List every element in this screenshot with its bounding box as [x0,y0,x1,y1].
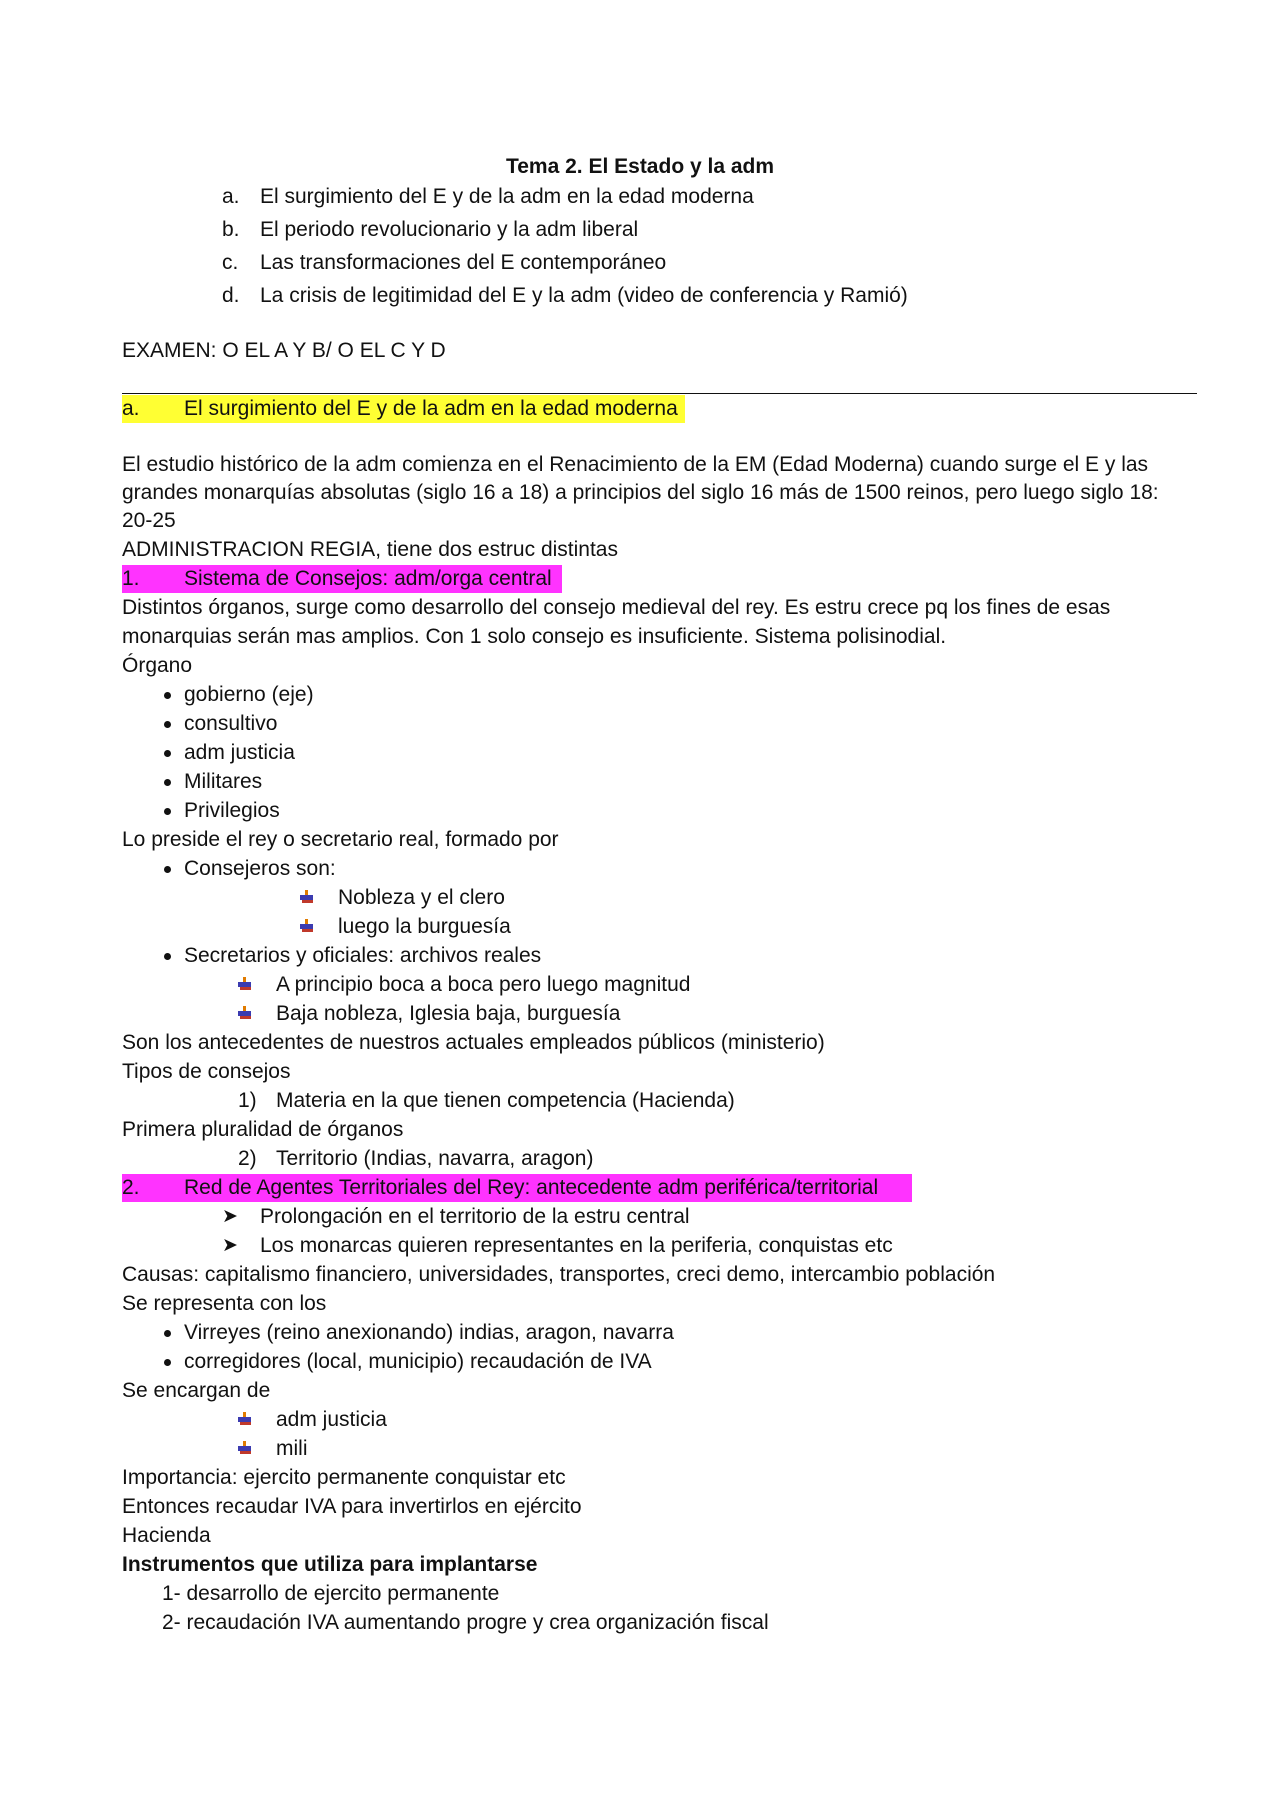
toc-text: El surgimiento del E y de la adm en la edad moderna [260,185,754,208]
bullet-icon [164,953,171,960]
arrow-bullet-icon [238,1441,254,1455]
arrowhead-icon: ➤ [222,1206,238,1227]
document-page: Tema 2. El Estado y la adm a. El surgimiento del E y de la adm en la edad moderna b. El periodo revolucionario y la adm liberal c. Las transformaciones del E contemporáneo d. La crisis de legitimidad del E y la adm (video de conferencia y Ramió) EXAMEN: O EL A Y B/ O EL C Y D a. El surgimiento del E y de la adm en la edad moderna El estudio histórico de la adm comienza en el Renacimiento de la EM (Edad Moderna) cuando surge el E y las grandes monarquías absolutas (siglo 16 a 18) a principios del siglo 16 más de 1500 reinos, pero luego siglo 18: 20-25 ADMINISTRACION REGIA, tiene dos estruc distintas 1. Sistema de Consejos: adm/orga central Distintos órganos, surge como desarrollo del consejo medieval del rey. Es estru crece pq los fines de esas monarquias serán mas amplios. Con 1 solo consejo es insuficiente. Sistema polisinodial. Órgano gobierno (eje) consultivo adm justicia Militares Privilegios Lo preside el rey o secretario real, formado por Consejeros son: Nobleza y el clero luego la burguesía Secretarios y oficiales: archivos reales A principio boca a boca pero luego magnitud Baja nobleza, Iglesia baja, burguesía Son los antecedentes de nuestros actuales empleados públicos (ministerio) Tipos de consejos 1) Materia en la que tienen competencia (Hacienda) Primera pluralidad de órganos 2) Territorio (Indias, navarra, aragon) 2. Red de Agentes Territoriales del Rey: antecedente adm periférica/territorial ➤ Prolongación en el territorio de la estru central ➤ Los monarcas quieren representantes en la periferia, conquistas etc Causas: capitalismo financiero, universidades, transportes, creci demo, intercambio población Se representa con los Virreyes (reino anexionando) indias, aragon, navarra corregidores (local, municipio) recaudación de IVA Se encargan de adm justicia mili Importancia: ejercito permanente conquistar etc Entonces recaudar IVA para invertirlos en ejército Hacienda Instrumentos que utiliza para implantarse 1- desarrollo de ejercito permanente 2- recaudación IVA aumentando progre y crea organización fiscal [0,0,1280,1811]
paragraph-line: Distintos órganos, surge como desarrollo del consejo medieval del rey. Es estru crece pq los fines de esas [122,596,1111,619]
toc-text: Las transformaciones del E contemporáneo [260,251,667,274]
paragraph-line: Lo preside el rey o secretario real, formado por [122,828,559,851]
number-marker: 2) [238,1147,257,1170]
bullet-icon [164,692,171,699]
arrow-bullet-icon [238,1412,254,1426]
bullet-icon [164,721,171,728]
paragraph-line: ADMINISTRACION REGIA, tiene dos estruc distintas [122,538,618,561]
paragraph-line: monarquias serán mas amplios. Con 1 solo consejo es insuficiente. Sistema polisinodial. [122,625,947,648]
paragraph-line: Órgano [122,654,193,677]
toc-marker: c. [222,251,239,274]
heading-text: Sistema de Consejos: adm/orga central [184,567,552,590]
arrowhead-icon: ➤ [222,1235,238,1256]
document-title: Tema 2. El Estado y la adm [505,155,775,178]
bullet-icon [164,779,171,786]
section-marker: a. [122,397,140,420]
arrow-bullet-icon [238,1006,254,1020]
section-a-heading [122,395,685,423]
paragraph-line: Se representa con los [122,1292,327,1315]
paragraph-line: Causas: capitalismo financiero, universidades, transportes, creci demo, intercambio población [122,1263,996,1286]
paragraph-line: Importancia: ejercito permanente conquistar etc [122,1466,566,1489]
paragraph-line: Se encargan de [122,1379,271,1402]
arrow-bullet-icon [300,890,316,904]
paragraph-line: Tipos de consejos [122,1060,291,1083]
paragraph-line: El estudio histórico de la adm comienza en el Renacimiento de la EM (Edad Moderna) cuando surge el E y las [122,453,1149,476]
instrumentos-heading: Instrumentos que utiliza para implantarse [122,1553,538,1576]
heading-text: Red de Agentes Territoriales del Rey: antecedente adm periférica/territorial [184,1176,879,1199]
heading-marker: 2. [122,1176,140,1199]
heading-red-agentes [122,1174,912,1202]
toc-marker: b. [222,218,240,241]
number-marker: 1) [238,1089,257,1112]
bullet-icon [164,1330,171,1337]
paragraph-line: Hacienda [122,1524,211,1547]
horizontal-rule [122,393,1197,394]
toc-text: El periodo revolucionario y la adm liberal [260,218,639,241]
paragraph-line: 20-25 [122,509,176,532]
section-heading-text: El surgimiento del E y de la adm en la edad moderna [184,397,678,420]
heading-sistema-consejos [122,565,562,593]
toc-marker: a. [222,185,240,208]
bullet-icon [164,750,171,757]
paragraph-line: grandes monarquías absolutas (siglo 16 a 18) a principios del siglo 16 más de 1500 reinos, pero luego siglo 18: [122,481,1159,504]
exam-note: EXAMEN: O EL A Y B/ O EL C Y D [122,339,446,362]
paragraph-line: Entonces recaudar IVA para invertirlos en ejército [122,1495,582,1518]
paragraph-line: Primera pluralidad de órganos [122,1118,404,1141]
bullet-icon [164,808,171,815]
arrow-bullet-icon [300,919,316,933]
arrow-bullet-icon [238,977,254,991]
toc-text: La crisis de legitimidad del E y la adm (video de conferencia y Ramió) [260,284,908,307]
bullet-icon [164,866,171,873]
paragraph-line: Son los antecedentes de nuestros actuales empleados públicos (ministerio) [122,1031,825,1054]
toc-marker: d. [222,284,240,307]
bullet-icon [164,1359,171,1366]
heading-marker: 1. [122,567,140,590]
